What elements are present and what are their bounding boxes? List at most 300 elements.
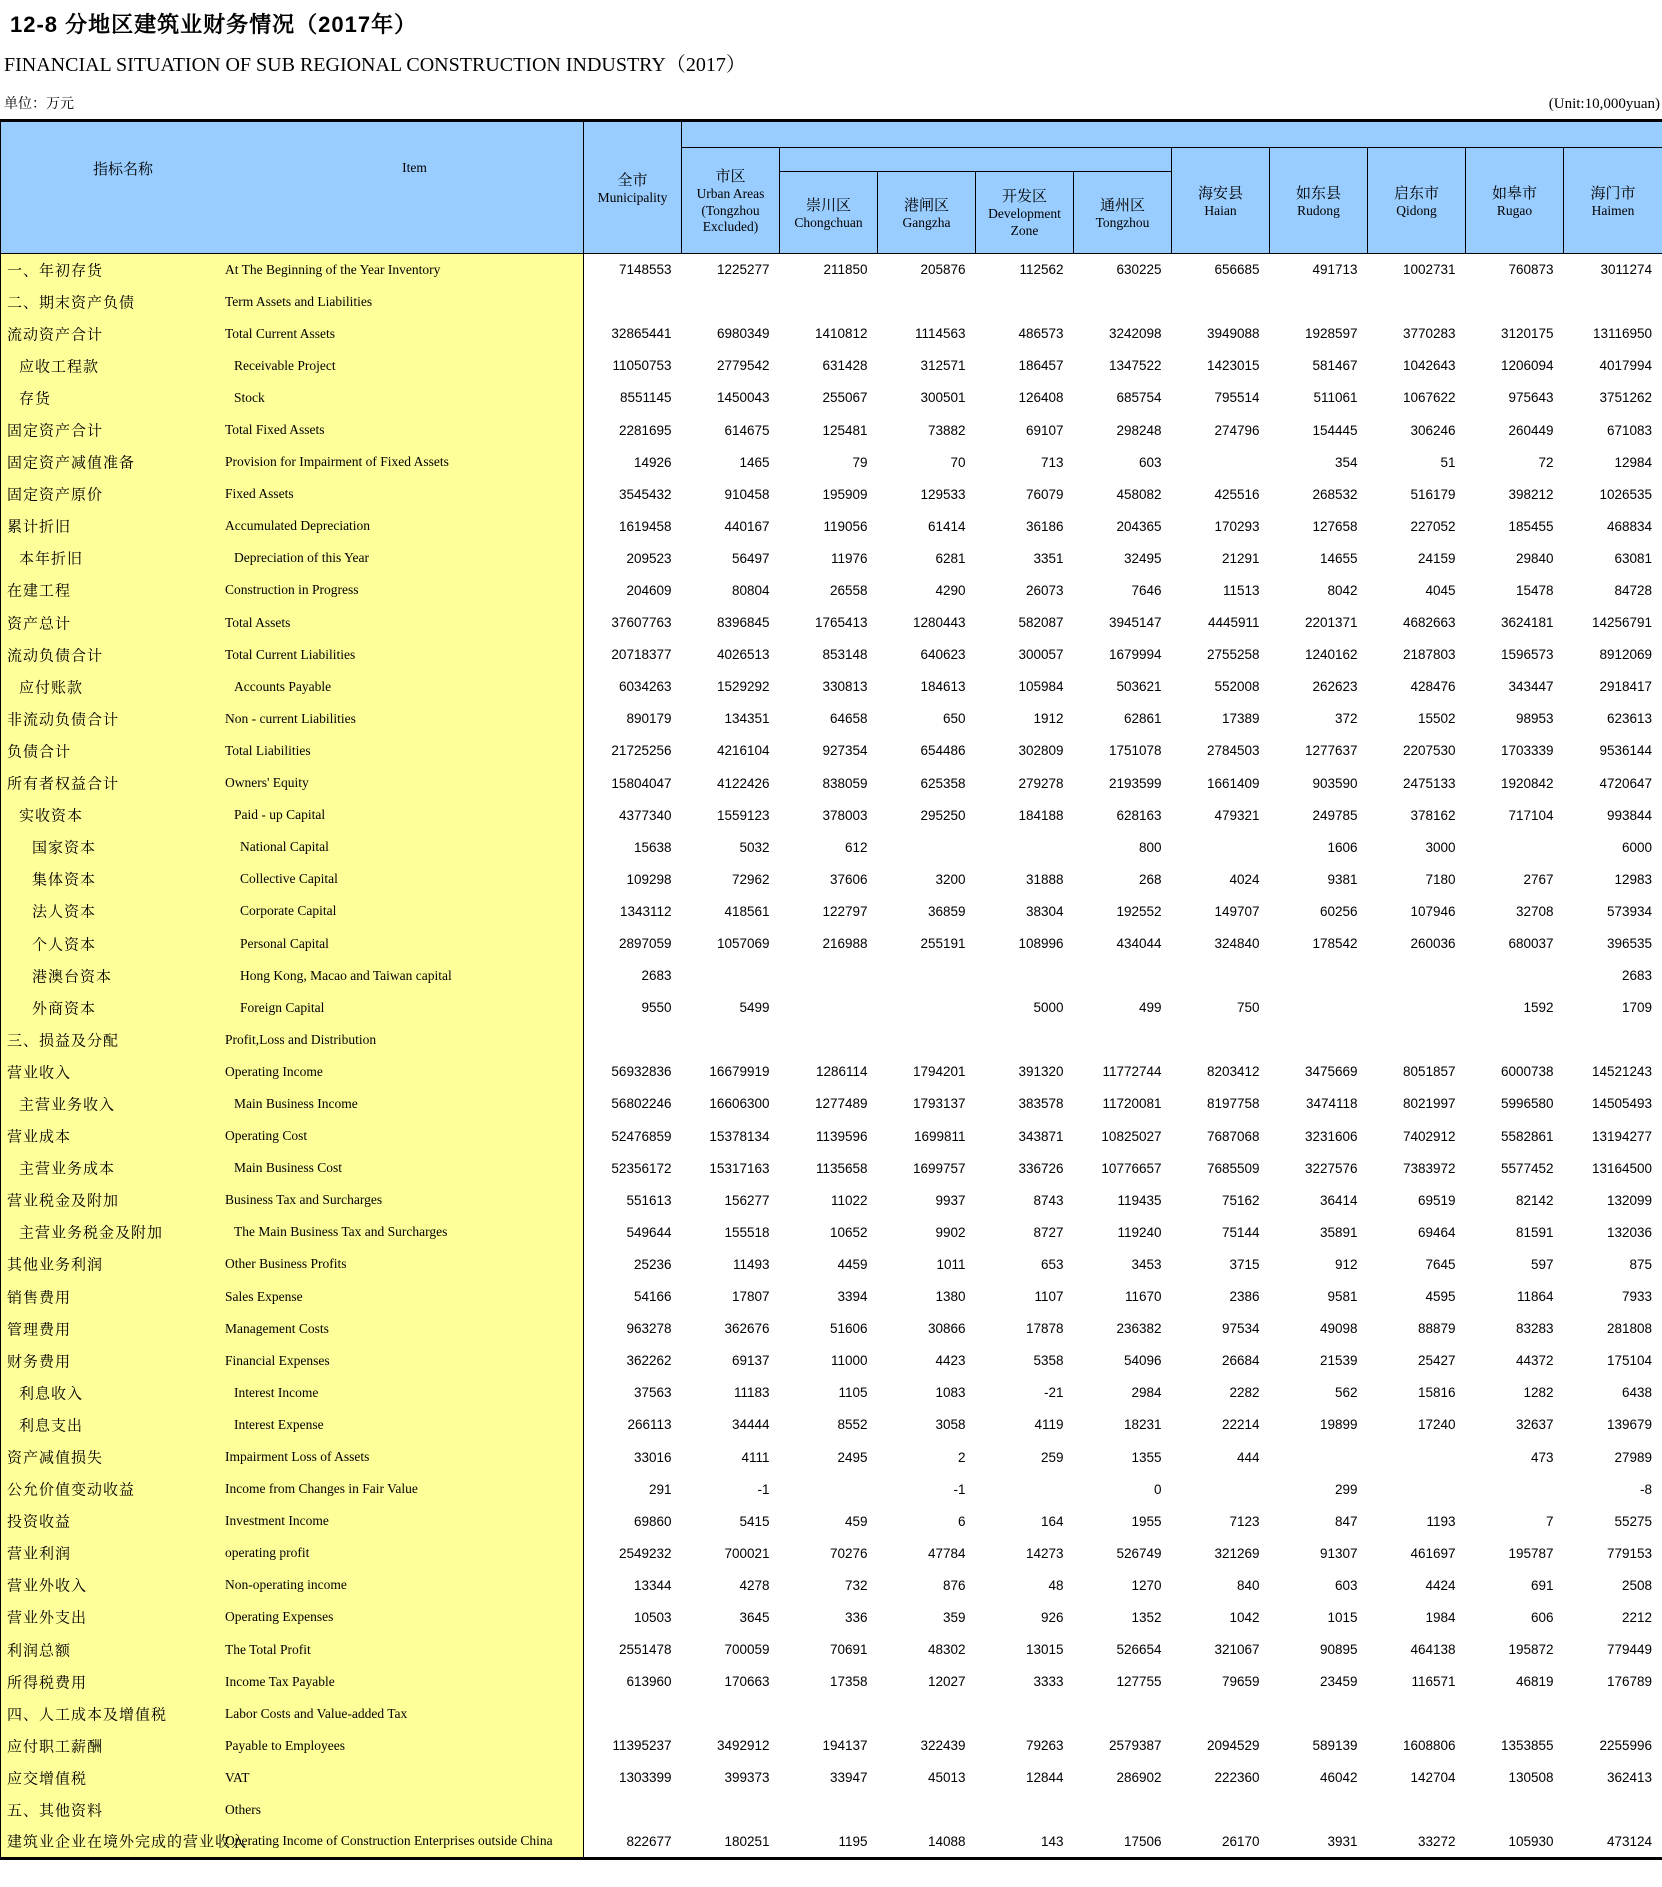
item-label-en: Business Tax and Surcharges (225, 1192, 382, 1208)
table-row (1, 960, 1662, 992)
value-cell: 26073 (976, 574, 1074, 606)
value-cell: 473 (1466, 1441, 1564, 1473)
value-cell: 354 (1270, 446, 1368, 478)
item-label-en: Total Fixed Assets (225, 422, 325, 438)
value-cell: 321067 (1172, 1634, 1270, 1666)
value-cell: 14505493 (1564, 1088, 1662, 1120)
unit-row (4, 93, 1660, 113)
item-label-zh: 应交增值税 (7, 1767, 87, 1788)
col-header-qidong (1368, 148, 1466, 254)
value-cell: 486573 (976, 318, 1074, 350)
value-cell: 2549232 (584, 1537, 682, 1569)
value-cell: 9581 (1270, 1281, 1368, 1313)
value-cell: 4111 (682, 1441, 780, 1473)
item-label-zh: 投资收益 (7, 1511, 71, 1532)
value-cell (878, 1698, 976, 1730)
col-header-development-zone (976, 172, 1074, 254)
item-label-cell (1, 895, 584, 927)
value-cell: 127658 (1270, 510, 1368, 542)
value-cell: 8912069 (1564, 639, 1662, 671)
item-label-zh: 集体资本 (32, 869, 96, 890)
col-header-haimen-en: Haimen (1589, 203, 1638, 220)
item-label-en: Fixed Assets (225, 486, 294, 502)
value-cell: 70 (878, 446, 976, 478)
value-cell: 8727 (976, 1216, 1074, 1248)
table-row (1, 350, 1662, 382)
value-cell: 713 (976, 446, 1074, 478)
value-cell: 680037 (1466, 927, 1564, 959)
value-cell: 7180 (1368, 863, 1466, 895)
value-cell: 526749 (1074, 1537, 1172, 1569)
value-cell: 14521243 (1564, 1056, 1662, 1088)
value-cell: 630225 (1074, 254, 1172, 286)
item-label-cell (1, 542, 584, 574)
value-cell: 444 (1172, 1441, 1270, 1473)
item-label-zh: 资产总计 (7, 612, 71, 633)
item-label-cell (1, 1377, 584, 1409)
value-cell (1074, 960, 1172, 992)
value-cell (1172, 960, 1270, 992)
value-cell: 295250 (878, 799, 976, 831)
item-label-zh: 营业税金及附加 (7, 1190, 119, 1211)
value-cell: 13194277 (1564, 1120, 1662, 1152)
value-cell: 2755258 (1172, 639, 1270, 671)
value-cell: 499 (1074, 992, 1172, 1024)
item-label-en: Interest Income (234, 1385, 318, 1401)
value-cell: 155518 (682, 1216, 780, 1248)
value-cell (682, 960, 780, 992)
value-cell: 3545432 (584, 478, 682, 510)
item-label-zh: 利息收入 (19, 1382, 83, 1403)
value-cell: 685754 (1074, 382, 1172, 414)
value-cell: 26684 (1172, 1345, 1270, 1377)
value-cell: 372 (1270, 703, 1368, 735)
value-cell: 362676 (682, 1313, 780, 1345)
value-cell: 51606 (780, 1313, 878, 1345)
value-cell: 650 (878, 703, 976, 735)
value-cell: 8552 (780, 1409, 878, 1441)
item-label-zh: 建筑业企业在境外完成的营业收入 (7, 1831, 247, 1852)
item-label-zh: 所有者权益合计 (7, 773, 119, 794)
item-label-cell (1, 607, 584, 639)
value-cell: 2282 (1172, 1377, 1270, 1409)
value-cell (1368, 1473, 1466, 1505)
table-row (1, 1473, 1662, 1505)
value-cell: 1067622 (1368, 382, 1466, 414)
value-cell: 691 (1466, 1569, 1564, 1601)
value-cell: 52356172 (584, 1152, 682, 1184)
table-row (1, 1826, 1662, 1858)
col-header-rugao-zh: 如皋市 (1492, 182, 1537, 203)
value-cell: 7148553 (584, 254, 682, 286)
value-cell: 11022 (780, 1184, 878, 1216)
item-label-zh: 国家资本 (32, 837, 96, 858)
value-cell (1466, 1794, 1564, 1826)
value-cell: 876 (878, 1569, 976, 1601)
value-cell: 847 (1270, 1505, 1368, 1537)
item-label-cell (1, 574, 584, 606)
value-cell: 2779542 (682, 350, 780, 382)
value-cell: 88879 (1368, 1313, 1466, 1345)
col-header-rugao-en: Rugao (1494, 203, 1535, 220)
value-cell: 926 (976, 1601, 1074, 1633)
value-cell: 90895 (1270, 1634, 1368, 1666)
item-label-en: Interest Expense (234, 1417, 324, 1433)
item-label-zh: 财务费用 (7, 1350, 71, 1371)
value-cell: 1193 (1368, 1505, 1466, 1537)
value-cell: 653 (976, 1248, 1074, 1280)
value-cell: 1286114 (780, 1056, 878, 1088)
value-cell: 11976 (780, 542, 878, 574)
table-row (1, 1281, 1662, 1313)
item-label-en: Sales Expense (225, 1289, 303, 1305)
value-cell: 3453 (1074, 1248, 1172, 1280)
value-cell: 3227576 (1270, 1152, 1368, 1184)
item-label-en: Non - current Liabilities (225, 711, 356, 727)
value-cell: 3200 (878, 863, 976, 895)
value-cell (976, 1024, 1074, 1056)
value-cell: 46042 (1270, 1762, 1368, 1794)
value-cell: 4424 (1368, 1569, 1466, 1601)
value-cell: 13015 (976, 1634, 1074, 1666)
value-cell: 479321 (1172, 799, 1270, 831)
item-label-en: Hong Kong, Macao and Taiwan capital (240, 968, 452, 984)
value-cell: 2551478 (584, 1634, 682, 1666)
item-label-en: Others (225, 1802, 261, 1818)
value-cell: 125481 (780, 414, 878, 446)
item-label-cell (1, 1537, 584, 1569)
item-label-zh: 固定资产减值准备 (7, 452, 135, 473)
value-cell: 378003 (780, 799, 878, 831)
table-row (1, 1441, 1662, 1473)
value-cell (584, 1698, 682, 1730)
table-row (1, 1088, 1662, 1120)
value-cell: 34444 (682, 1409, 780, 1441)
value-cell: 4024 (1172, 863, 1270, 895)
col-header-tongzhou-en: Tongzhou (1093, 215, 1153, 232)
item-label-en: Income Tax Payable (225, 1674, 335, 1690)
value-cell: 2508 (1564, 1569, 1662, 1601)
item-label-zh: 三、损益及分配 (7, 1029, 119, 1050)
value-cell: 25236 (584, 1248, 682, 1280)
item-label-en: Owners' Equity (225, 775, 309, 791)
col-header-rudong (1270, 148, 1368, 254)
item-label-zh: 累计折旧 (7, 516, 71, 537)
value-cell: 3475669 (1270, 1056, 1368, 1088)
item-label-zh: 五、其他资料 (7, 1800, 103, 1821)
value-cell: 2201371 (1270, 607, 1368, 639)
value-cell: 838059 (780, 767, 878, 799)
value-cell: 1592 (1466, 992, 1564, 1024)
item-label-cell (1, 382, 584, 414)
item-label-cell (1, 1345, 584, 1377)
value-cell: 1277637 (1270, 735, 1368, 767)
value-cell: 44372 (1466, 1345, 1564, 1377)
table-row (1, 1698, 1662, 1730)
value-cell: 75144 (1172, 1216, 1270, 1248)
value-cell: 4720647 (1564, 767, 1662, 799)
value-cell: 176789 (1564, 1666, 1662, 1698)
table-row (1, 1248, 1662, 1280)
value-cell: 55275 (1564, 1505, 1662, 1537)
value-cell (1270, 960, 1368, 992)
value-cell: 97534 (1172, 1313, 1270, 1345)
value-cell: 17389 (1172, 703, 1270, 735)
value-cell: 597 (1466, 1248, 1564, 1280)
value-cell: 33272 (1368, 1826, 1466, 1858)
value-cell: 299 (1270, 1473, 1368, 1505)
value-cell: 516179 (1368, 478, 1466, 510)
value-cell: 3492912 (682, 1730, 780, 1762)
value-cell: 613960 (584, 1666, 682, 1698)
value-cell (1368, 1024, 1466, 1056)
value-cell: 192552 (1074, 895, 1172, 927)
value-cell: 1139596 (780, 1120, 878, 1152)
value-cell: 312571 (878, 350, 976, 382)
value-cell: 5415 (682, 1505, 780, 1537)
value-cell: 154445 (1270, 414, 1368, 446)
value-cell: 428476 (1368, 671, 1466, 703)
value-cell: 76079 (976, 478, 1074, 510)
col-header-haian-zh: 海安县 (1198, 182, 1243, 203)
value-cell: 890179 (584, 703, 682, 735)
value-cell: 779153 (1564, 1537, 1662, 1569)
value-cell: 255067 (780, 382, 878, 414)
value-cell: 73882 (878, 414, 976, 446)
col-header-item-en: Item (245, 160, 584, 176)
value-cell: 205876 (878, 254, 976, 286)
value-cell: 700021 (682, 1537, 780, 1569)
value-cell: 603 (1074, 446, 1172, 478)
value-cell: 204609 (584, 574, 682, 606)
value-cell: 11772744 (1074, 1056, 1172, 1088)
value-cell: 4122426 (682, 767, 780, 799)
value-cell (878, 992, 976, 1024)
value-cell (1368, 286, 1466, 318)
value-cell: 18231 (1074, 1409, 1172, 1441)
value-cell: 2579387 (1074, 1730, 1172, 1762)
value-cell: 1559123 (682, 799, 780, 831)
value-cell: 581467 (1270, 350, 1368, 382)
value-cell: 1105 (780, 1377, 878, 1409)
value-cell: 795514 (1172, 382, 1270, 414)
value-cell: 204365 (1074, 510, 1172, 542)
value-cell: 33016 (584, 1441, 682, 1473)
col-header-tongzhou-zh: 通州区 (1100, 194, 1145, 215)
value-cell: 8743 (976, 1184, 1074, 1216)
value-cell: 72962 (682, 863, 780, 895)
value-cell: 2683 (584, 960, 682, 992)
page-title-zh: 12-8 分地区建筑业财务情况（2017年） (10, 8, 1662, 39)
value-cell: 434044 (1074, 927, 1172, 959)
value-cell: 440167 (682, 510, 780, 542)
value-cell: 2984 (1074, 1377, 1172, 1409)
col-header-development-zone-en: Development Zone (976, 206, 1073, 240)
value-cell: 1135658 (780, 1152, 878, 1184)
value-cell: 1794201 (878, 1056, 976, 1088)
value-cell: 36186 (976, 510, 1074, 542)
item-label-en: Total Liabilities (225, 743, 311, 759)
table-row (1, 318, 1662, 350)
item-label-zh: 营业成本 (7, 1126, 71, 1147)
value-cell: 23459 (1270, 1666, 1368, 1698)
value-cell: 6000 (1564, 831, 1662, 863)
value-cell: 5996580 (1466, 1088, 1564, 1120)
value-cell: 6438 (1564, 1377, 1662, 1409)
item-label-zh: 资产减值损失 (7, 1447, 103, 1468)
value-cell (1172, 1794, 1270, 1826)
value-cell (780, 992, 878, 1024)
value-cell: 15478 (1466, 574, 1564, 606)
value-cell: 1928597 (1270, 318, 1368, 350)
value-cell: 8051857 (1368, 1056, 1466, 1088)
value-cell: 975643 (1466, 382, 1564, 414)
value-cell: 119056 (780, 510, 878, 542)
value-cell: 48302 (878, 1634, 976, 1666)
table-row (1, 767, 1662, 799)
value-cell: 11183 (682, 1377, 780, 1409)
value-cell: 2212 (1564, 1601, 1662, 1633)
table-row (1, 927, 1662, 959)
value-cell: 142704 (1368, 1762, 1466, 1794)
value-cell: 33947 (780, 1762, 878, 1794)
value-cell: 7383972 (1368, 1152, 1466, 1184)
item-label-zh: 外商资本 (32, 997, 96, 1018)
value-cell: 15638 (584, 831, 682, 863)
value-cell: 37563 (584, 1377, 682, 1409)
value-cell: 13164500 (1564, 1152, 1662, 1184)
unit-label-en: (Unit:10,000yuan) (1549, 96, 1660, 113)
value-cell: 551613 (584, 1184, 682, 1216)
item-label-en: Profit,Loss and Distribution (225, 1032, 376, 1048)
item-label-zh: 流动负债合计 (7, 644, 103, 665)
value-cell: 1606 (1270, 831, 1368, 863)
item-label-cell (1, 1152, 584, 1184)
col-header-chongchuan (780, 172, 878, 254)
value-cell: 195787 (1466, 1537, 1564, 1569)
value-cell: 3715 (1172, 1248, 1270, 1280)
value-cell: 5000 (976, 992, 1074, 1024)
value-cell: 298248 (1074, 414, 1172, 446)
value-cell (780, 1473, 878, 1505)
value-cell: 1355 (1074, 1441, 1172, 1473)
value-cell: 822677 (584, 1826, 682, 1858)
value-cell (1270, 1794, 1368, 1826)
value-cell: 549644 (584, 1216, 682, 1248)
value-cell: 56932836 (584, 1056, 682, 1088)
value-cell: 26558 (780, 574, 878, 606)
value-cell (1564, 1024, 1662, 1056)
value-cell: 255191 (878, 927, 976, 959)
value-cell: 109298 (584, 863, 682, 895)
item-label-en: Main Business Cost (234, 1160, 342, 1176)
value-cell: 3931 (1270, 1826, 1368, 1858)
item-label-cell (1, 1569, 584, 1601)
value-cell: 7 (1466, 1505, 1564, 1537)
table-row (1, 703, 1662, 735)
value-cell: 4377340 (584, 799, 682, 831)
item-label-en: Main Business Income (234, 1096, 358, 1112)
value-cell: 330813 (780, 671, 878, 703)
value-cell: 511061 (1270, 382, 1368, 414)
value-cell: 62861 (1074, 703, 1172, 735)
value-cell: 2386 (1172, 1281, 1270, 1313)
value-cell: 1465 (682, 446, 780, 478)
table-row (1, 1537, 1662, 1569)
value-cell: 2 (878, 1441, 976, 1473)
value-cell: 25427 (1368, 1345, 1466, 1377)
page-title-en: FINANCIAL SITUATION OF SUB REGIONAL CONSTRUCTION INDUSTRY（2017） (4, 48, 1662, 77)
value-cell (976, 1698, 1074, 1730)
item-label-zh: 港澳台资本 (32, 965, 112, 986)
table-row (1, 1730, 1662, 1762)
col-header-haimen-zh: 海门市 (1591, 182, 1636, 203)
value-cell (584, 1794, 682, 1826)
table-row (1, 1601, 1662, 1633)
value-cell: 107946 (1368, 895, 1466, 927)
value-cell: 7645 (1368, 1248, 1466, 1280)
col-header-qidong-en: Qidong (1393, 203, 1440, 220)
value-cell: 184613 (878, 671, 976, 703)
value-cell (1074, 286, 1172, 318)
table-row (1, 1666, 1662, 1698)
value-cell: 0 (1074, 1473, 1172, 1505)
value-cell: 236382 (1074, 1313, 1172, 1345)
value-cell: 625358 (878, 767, 976, 799)
value-cell: 6000738 (1466, 1056, 1564, 1088)
value-cell: 993844 (1564, 799, 1662, 831)
item-label-cell (1, 1634, 584, 1666)
value-cell: 46819 (1466, 1666, 1564, 1698)
table-row (1, 1505, 1662, 1537)
value-cell: 17506 (1074, 1826, 1172, 1858)
value-cell (1466, 1698, 1564, 1730)
value-cell: 15317163 (682, 1152, 780, 1184)
item-label-en: Total Assets (225, 615, 290, 631)
value-cell (976, 960, 1074, 992)
value-cell: 56497 (682, 542, 780, 574)
item-label-en: Investment Income (225, 1513, 329, 1529)
value-cell: 4278 (682, 1569, 780, 1601)
item-label-zh: 固定资产合计 (7, 420, 103, 441)
value-cell: 56802246 (584, 1088, 682, 1120)
value-cell: 378162 (1368, 799, 1466, 831)
value-cell: 2193599 (1074, 767, 1172, 799)
table-row (1, 1056, 1662, 1088)
value-cell: 1423015 (1172, 350, 1270, 382)
value-cell (1270, 286, 1368, 318)
value-cell (1466, 286, 1564, 318)
value-cell: 612 (780, 831, 878, 863)
value-cell: 468834 (1564, 510, 1662, 542)
value-cell: 47784 (878, 1537, 976, 1569)
item-label-en: Receivable Project (234, 358, 336, 374)
value-cell: 54166 (584, 1281, 682, 1313)
value-cell: 717104 (1466, 799, 1564, 831)
value-cell (1466, 1473, 1564, 1505)
value-cell: 1751078 (1074, 735, 1172, 767)
value-cell: 11493 (682, 1248, 780, 1280)
item-label-zh: 负债合计 (7, 740, 71, 761)
value-cell (878, 1024, 976, 1056)
value-cell (1368, 1794, 1466, 1826)
value-cell: 32865441 (584, 318, 682, 350)
col-header-chongchuan-en: Chongchuan (791, 215, 865, 232)
item-label-cell (1, 286, 584, 318)
value-cell: 72 (1466, 446, 1564, 478)
item-label-en: Construction in Progress (225, 582, 359, 598)
value-cell: 732 (780, 1569, 878, 1601)
